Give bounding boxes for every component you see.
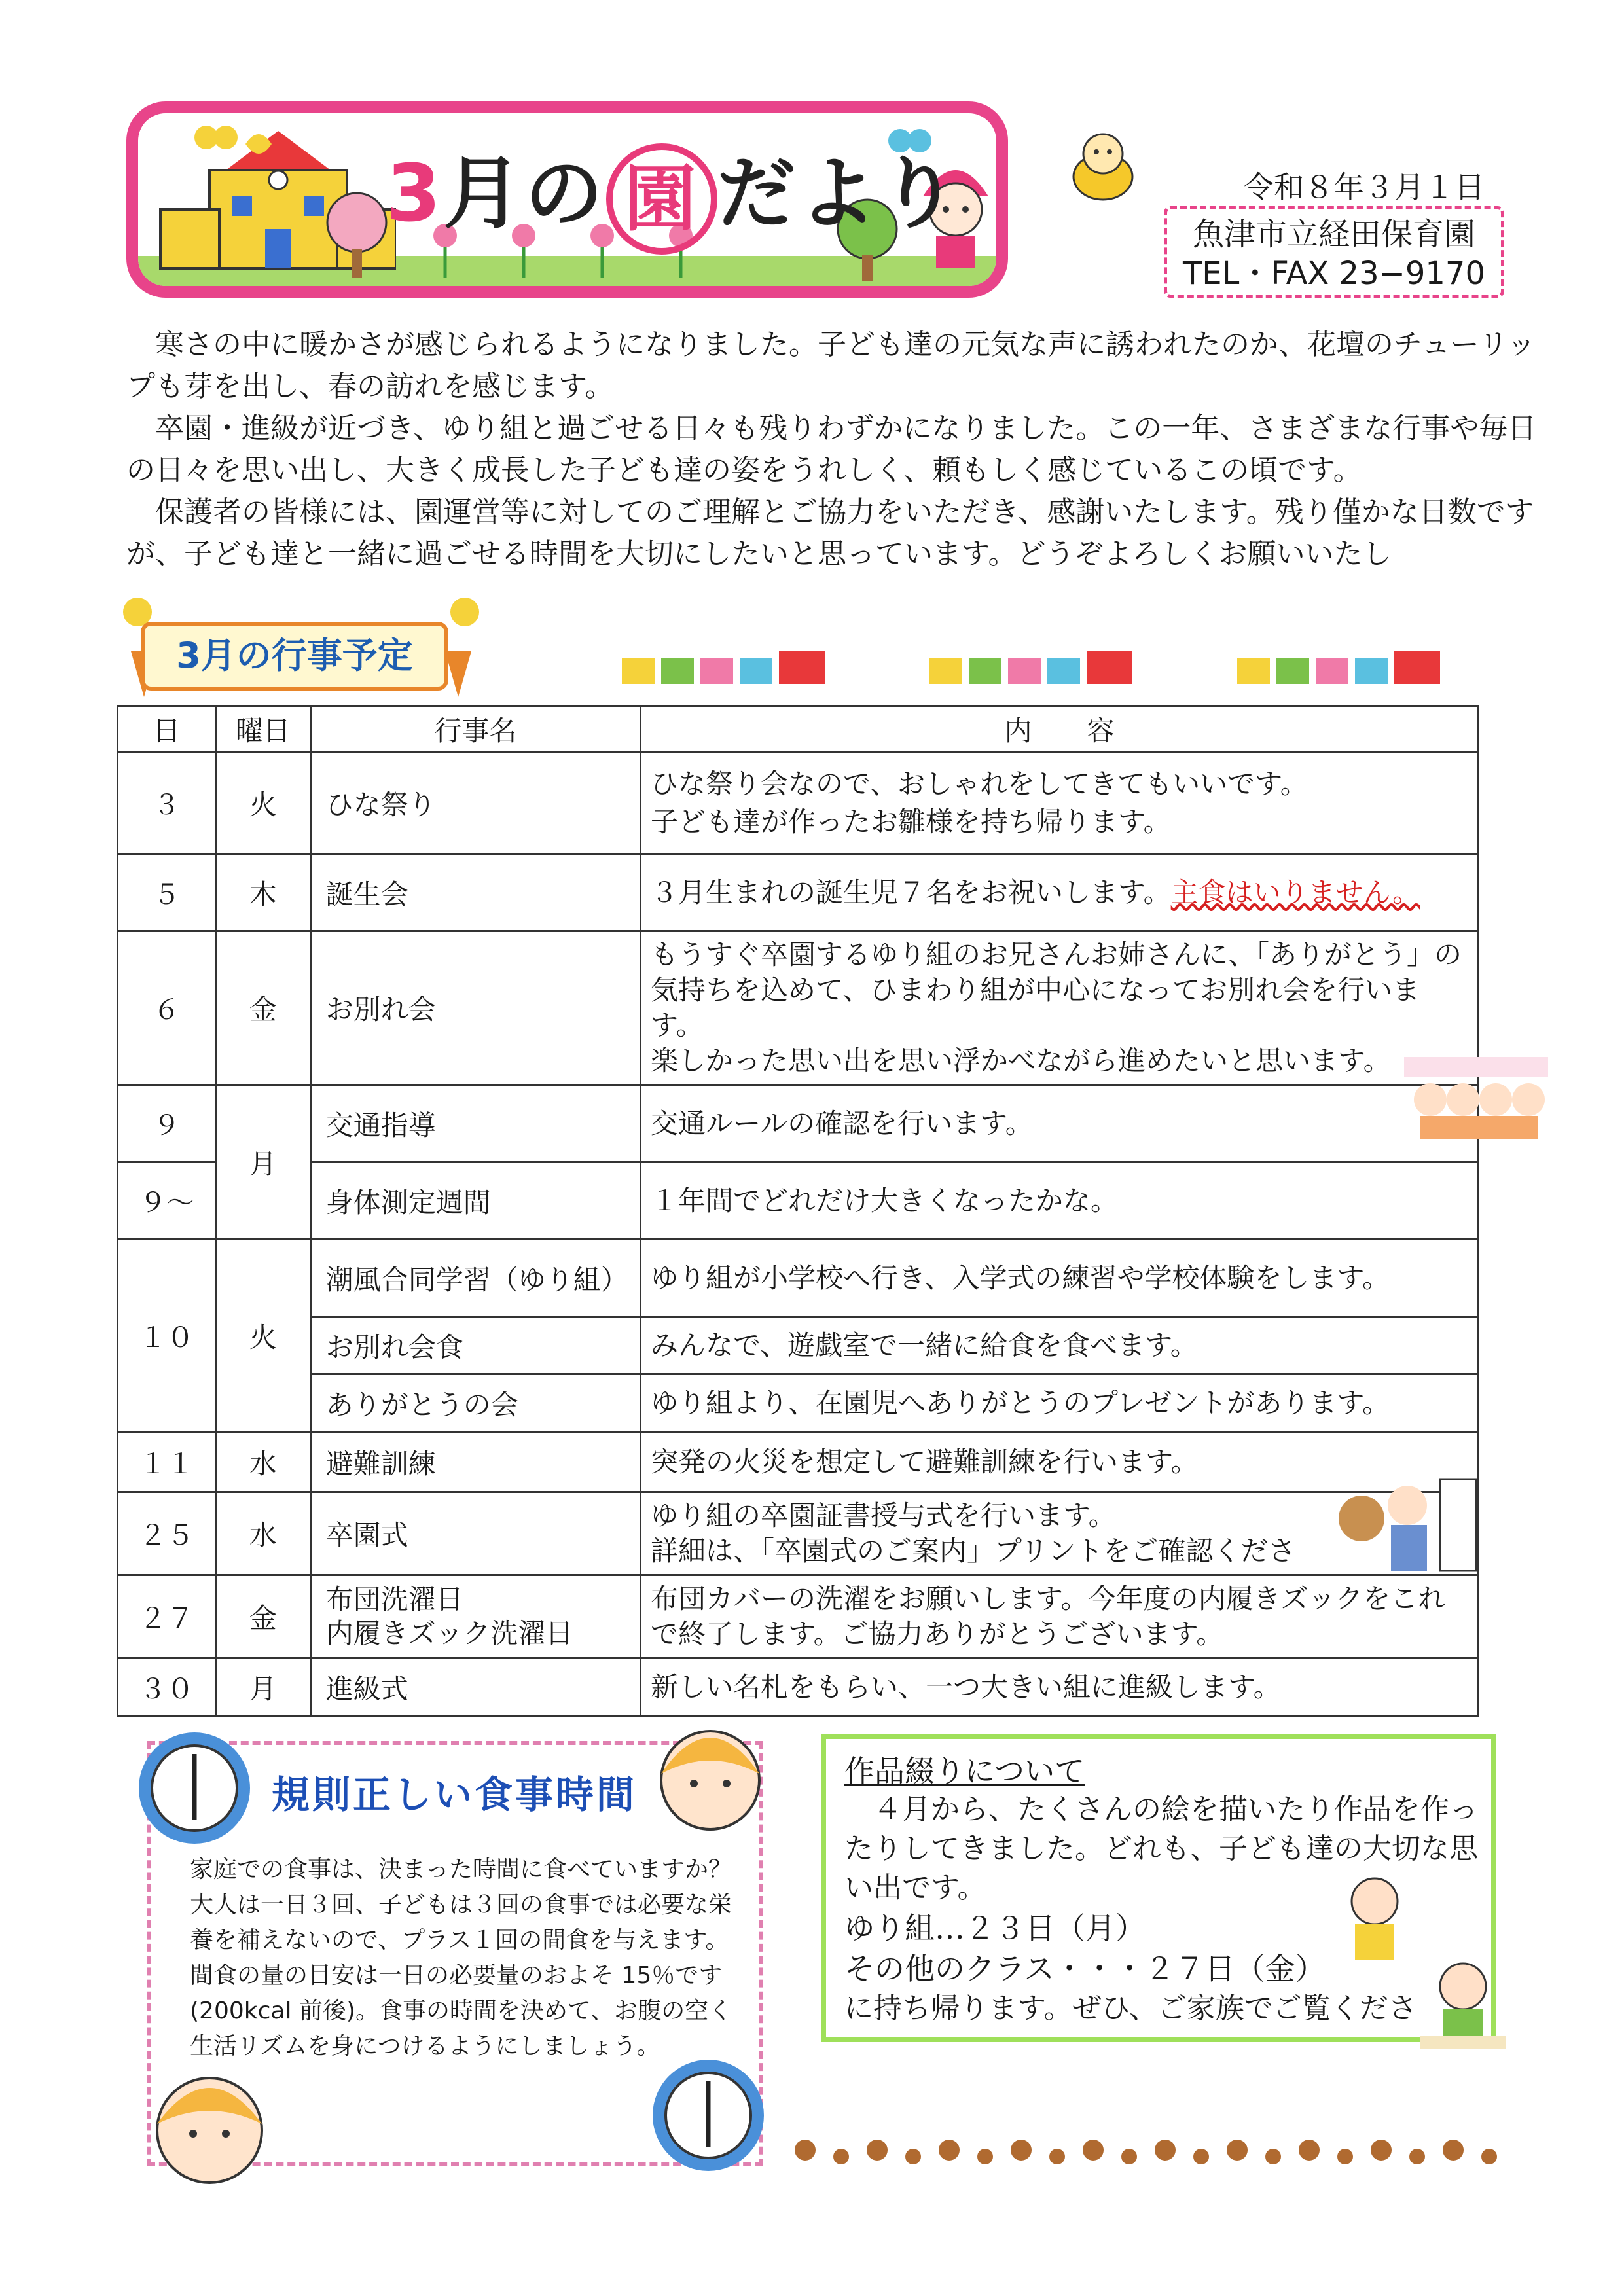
- intro-paragraph: 寒さの中に暖かさが感じられるようになりました。子ども達の元気な声に誘われたのか、花壇のチューリップも芽を出し、春の訪れを感じます。: [126, 328, 1536, 403]
- table-row: [118, 1317, 1479, 1374]
- table-header-row: [118, 706, 1479, 753]
- cell-event: 避難訓練: [310, 1432, 640, 1492]
- title-part-a: 月の: [443, 149, 606, 240]
- tel-fax: TEL・FAX 23−9170: [1182, 255, 1486, 292]
- cell-day: ９〜: [118, 1162, 216, 1240]
- cell-day: ２５: [118, 1492, 216, 1575]
- artwork-box-title: 作品綴りについて: [844, 1753, 1085, 1789]
- content-line: ３月生まれの誕生児７名をお祝いします。: [651, 876, 1171, 908]
- header-content: 内 容: [641, 706, 1479, 753]
- cell-event: お別れ会食: [310, 1317, 640, 1374]
- cell-day: ３: [118, 753, 216, 854]
- cell-content: [641, 753, 1479, 854]
- cell-weekday: 火: [215, 1240, 310, 1432]
- clock-icon: [648, 2055, 769, 2176]
- artwork-paragraph: ４月から、たくさんの絵を描いたり作品を作ったりしてきました。どれも、子ども達の大切な思い出です。: [844, 1793, 1478, 1905]
- table-row: [118, 1162, 1479, 1240]
- cell-event: [310, 1575, 640, 1659]
- bee-icon: [1060, 124, 1146, 209]
- content-line: ひな祭り会なので、おしゃれをしてきてもいいです。: [651, 768, 1308, 800]
- table-row: [118, 753, 1479, 854]
- cell-weekday: 木: [215, 854, 310, 931]
- cell-content: ゆり組より、在園児へありがとうのプレゼントがあります。: [641, 1374, 1479, 1432]
- newsletter-title: [386, 131, 961, 255]
- no-staple-food-warning: 主食はいりません。: [1170, 876, 1420, 908]
- issue-date: 令和８年３月１日: [1244, 170, 1485, 205]
- cell-content: みんなで、遊戯室で一緒に給食を食べます。: [641, 1317, 1479, 1374]
- cell-event: 身体測定週間: [310, 1162, 640, 1240]
- children-party-icon: [1398, 1054, 1555, 1145]
- cell-weekday: 月: [215, 1659, 310, 1716]
- girl-face-icon: [141, 2062, 278, 2193]
- title-part-b: だより: [717, 149, 961, 240]
- child-drawing-icon: [1329, 1872, 1420, 1970]
- cell-weekday: 金: [215, 931, 310, 1085]
- header-event: 行事名: [310, 706, 640, 753]
- cell-day: ９: [118, 1085, 216, 1162]
- pink-tree-icon: [321, 190, 393, 281]
- butterfly-yellow-icon: [190, 121, 242, 167]
- content-line: もうすぐ卒園するゆり組のお兄さんお姉さんに、「ありがとう」の気持ちを込めて、ひまわり組が中心になってお別れ会を行います。: [651, 939, 1462, 1041]
- intro-paragraph: 保護者の皆様には、園運営等に対してのご理解とご協力をいただき、感謝いたします。残り僅かな日数ですが、子ども達と一緒に過ごせる時間を大切にしたいと思っています。どうぞよろしくお願いいたし: [126, 495, 1534, 571]
- acorn-row-icon: [792, 2124, 1519, 2176]
- cell-content: １年間でどれだけ大きくなったかな。: [641, 1162, 1479, 1240]
- header-weekday: 曜日: [215, 706, 310, 753]
- child-painting-icon: [1414, 1957, 1512, 2055]
- organization-name: 魚津市立経田保育園: [1192, 216, 1475, 253]
- title-kanji-circle: 園: [606, 143, 717, 255]
- table-row: [118, 1575, 1479, 1659]
- cell-weekday: 月: [215, 1085, 310, 1240]
- schedule-label: 3月の行事予定: [141, 622, 448, 691]
- cell-event: 交通指導: [310, 1085, 640, 1162]
- table-row: [118, 931, 1479, 1085]
- intro-paragraph: 卒園・進級が近づき、ゆり組と過ごせる日々も残りわずかになりました。この一年、さまざまな行事や毎日の日々を思い出し、大きく成長した子ども達の姿をうれしく、頼もしく感じているこの頃です。: [126, 412, 1537, 487]
- cell-weekday: 水: [215, 1432, 310, 1492]
- table-row: [118, 1240, 1479, 1317]
- meal-box-title: 規則正しい食事時間: [272, 1772, 638, 1817]
- header-day: 日: [118, 706, 216, 753]
- title-number: 3: [386, 149, 444, 240]
- cell-weekday: 水: [215, 1492, 310, 1575]
- content-line: 楽しかった思い出を思い浮かべながら進めたいと思います。: [651, 1045, 1391, 1077]
- cell-weekday: 金: [215, 1575, 310, 1659]
- table-row: [118, 1085, 1479, 1162]
- schedule-table: [117, 705, 1479, 1717]
- cell-day: １１: [118, 1432, 216, 1492]
- cell-day: １０: [118, 1240, 216, 1432]
- cell-day: ６: [118, 931, 216, 1085]
- content-line: 子ども達が作ったお雛様を持ち帰ります。: [651, 806, 1171, 838]
- event-line: 内履きズック洗濯日: [325, 1617, 573, 1649]
- table-row: [118, 1659, 1479, 1716]
- cell-event: お別れ会: [310, 931, 640, 1085]
- cell-weekday: 火: [215, 753, 310, 854]
- cell-content: [641, 854, 1479, 931]
- cell-event: ひな祭り: [310, 753, 640, 854]
- content-line: ゆり組の卒園証書授与式を行います。: [651, 1499, 1116, 1532]
- cell-day: ２７: [118, 1575, 216, 1659]
- table-row: [118, 1374, 1479, 1432]
- cell-content: [641, 931, 1479, 1085]
- clock-icon: [134, 1728, 255, 1849]
- cell-day: ３０: [118, 1659, 216, 1716]
- cell-content: ゆり組が小学校へ行き、入学式の練習や学校体験をします。: [641, 1240, 1479, 1317]
- graduation-ceremony-icon: [1329, 1466, 1479, 1577]
- cell-content: 布団カバーの洗濯をお願いします。今年度の内履きズックをこれで終了します。ご協力ありがとうございます。: [641, 1575, 1479, 1659]
- table-row: [118, 1492, 1479, 1575]
- girl-face-icon: [648, 1715, 779, 1839]
- contact-box: [1164, 206, 1504, 298]
- cell-content: 新しい名札をもらい、一つ大きい組に進級します。: [641, 1659, 1479, 1716]
- train-decoration-icon: [622, 638, 1473, 691]
- cell-event: 卒園式: [310, 1492, 640, 1575]
- artwork-date-others: その他のクラス・・・２７日（金）: [844, 1951, 1326, 1986]
- cell-content: 突発の火災を想定して避難訓練を行います。: [641, 1432, 1479, 1492]
- cell-day: ５: [118, 854, 216, 931]
- cell-content: 交通ルールの確認を行います。: [641, 1085, 1479, 1162]
- table-row: [118, 854, 1479, 931]
- artwork-date-yuri: ゆり組…２３日（月）: [844, 1910, 1146, 1946]
- cell-event: ありがとうの会: [310, 1374, 640, 1432]
- artwork-paragraph: に持ち帰ります。ぜひ、ご家族でご覧くださ: [844, 1992, 1417, 2025]
- meal-box-text: 家庭での食事は、決まった時間に食べていますか？大人は一日３回、子どもは３回の食事では必要な栄養を補えないので、プラス１回の間食を与えます。間食の量の目安は一日の必要量のおよそ 15％です(200kcal 前後)。食事の時間を決めて、お腹の空く生活リズムを身につけるようにしましょう。: [190, 1856, 732, 2060]
- cell-event: 誕生会: [310, 854, 640, 931]
- cell-event: 潮風合同学習（ゆり組）: [310, 1240, 640, 1317]
- table-row: [118, 1432, 1479, 1492]
- event-line: 布団洗濯日: [325, 1583, 463, 1615]
- intro-text: [126, 324, 1540, 575]
- content-line: 詳細は、「卒園式のご案内」プリントをご確認くださ: [651, 1535, 1296, 1567]
- cell-event: 進級式: [310, 1659, 640, 1716]
